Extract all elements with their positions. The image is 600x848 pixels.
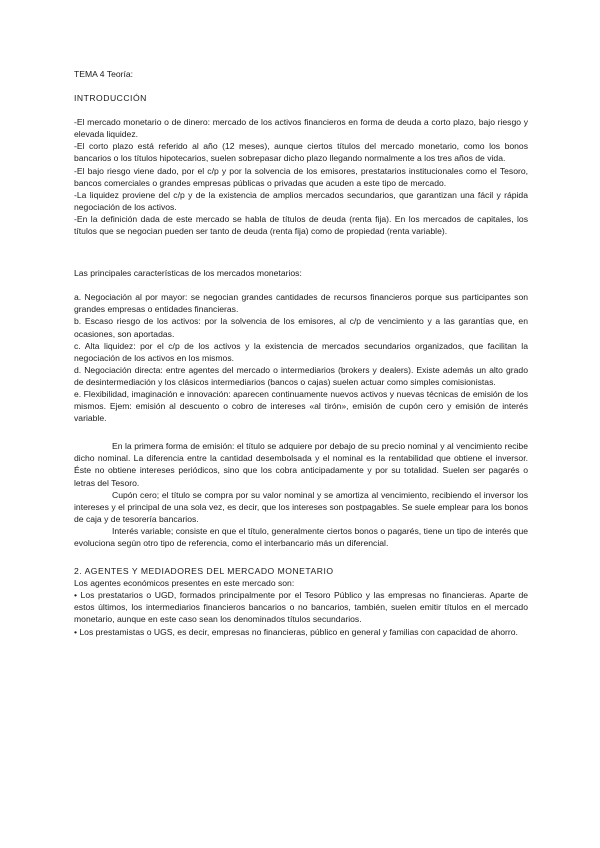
agent-item: • Los prestamistas o UGS, es decir, empresas no financieras, público en general y familias con capacidad de ahorro.: [74, 626, 518, 637]
intro-paragraph: -El corto plazo está referido al año (12 meses), aunque ciertos títulos del mercado monetario, como los bonos bancarios o los títulos hipotecarios, suelen sobrepasar dicho plazo llegando normalmente a los tres años de vida.: [74, 141, 528, 164]
document-page: [74, 68, 528, 638]
intro-paragraph: -El bajo riesgo viene dado, por el c/p y por la solvencia de los emisores, prestatarios institucionales como el Tesoro, bancos comerciales o grandes empresas públicas o privadas que acuden a este tipo de mercado.: [74, 165, 528, 188]
agent-item: • Los prestatarios o UGD, formados principalmente por el Tesoro Público y las empresas no financieras. Aparte de estos últimos, los intermediarios financieros bancarios o no bancarios, también, suelen emitir títulos en el mercado monetario, aunque en este caso sean los denominados títulos secundarios.: [74, 590, 528, 625]
characteristic-item: c. Alta liquidez: por el c/p de los activos y la existencia de mercados secundarios organizados, que facilitan la negociación de los activos en los mismos.: [74, 340, 528, 363]
characteristics-heading: Las principales características de los mercados monetarios:: [74, 268, 302, 279]
emission-paragraph: En la primera forma de emisión: el título se adquiere por debajo de su precio nominal y al vencimiento recibe dicho nominal. La diferencia entre la cantidad desembolsada y el nominal es la rentabilidad que obtiene el inversor. Éste no obtiene intereses periódicos, sino que los cobra anticipadamente y por su totalidad. Suelen ser pagarés o letras del Tesoro.: [74, 441, 528, 488]
document-title: TEMA 4 Teoría:: [74, 69, 134, 79]
intro-paragraph: -En la definición dada de este mercado se habla de títulos de deuda (renta fija). En los mercados de capitales, los títulos que se negocian pueden ser tanto de deuda (renta fija) como de propiedad (renta variable).: [74, 213, 528, 237]
intro-heading: INTRODUCCIÓN: [74, 93, 147, 104]
characteristic-item: a. Negociación al por mayor: se negocian grandes cantidades de recursos financieros porque sus participantes son grandes empresas o entidades financieras.: [74, 292, 528, 315]
agents-lead: Los agentes económicos presentes en este mercado son:: [74, 578, 295, 589]
emission-paragraph: Interés variable; consiste en que el título, generalmente ciertos bonos o pagarés, tiene un tipo de interés que evoluciona según otro tipo de referencia, como el interbancario más un diferencial.: [74, 525, 528, 548]
emission-paragraph: Cupón cero; el título se compra por su valor nominal y se amortiza al vencimiento, recibiendo el inversor los intereses y el principal de una sola vez, es decir, que los intereses son postpagables. Se suele emplear para los bonos de caja y de tesorería bancarios.: [74, 489, 528, 524]
characteristic-item: d. Negociación directa: entre agentes del mercado o intermediarios (brokers y dealers). Existe además un alto grado de desintermediación y los clásicos intermediarios (bancos o cajas) suelen actuar como simples comisionistas.: [74, 364, 528, 387]
intro-paragraph: -El mercado monetario o de dinero: mercado de los activos financieros en forma de deuda a corto plazo, bajo riesgo y elevada liquidez.: [74, 117, 528, 140]
characteristic-item: b. Escaso riesgo de los activos: por la solvencia de los emisores, al c/p de vencimiento y a las garantías que, en ocasiones, son aportadas.: [74, 316, 528, 339]
agents-heading: 2. AGENTES Y MEDIADORES DEL MERCADO MONETARIO: [74, 566, 334, 577]
characteristic-item: e. Flexibilidad, imaginación e innovación: aparecen continuamente nuevos activos y nuevas técnicas de emisión de los mismos. Ejem: emisión al descuento o cobro de intereses «al tirón», emisión de cupón cero y emisión de interés variable.: [74, 388, 528, 424]
intro-paragraph: -La liquidez proviene del c/p y de la existencia de amplios mercados secundarios, que garantizan una fácil y rápida negociación de los activos.: [74, 189, 528, 212]
